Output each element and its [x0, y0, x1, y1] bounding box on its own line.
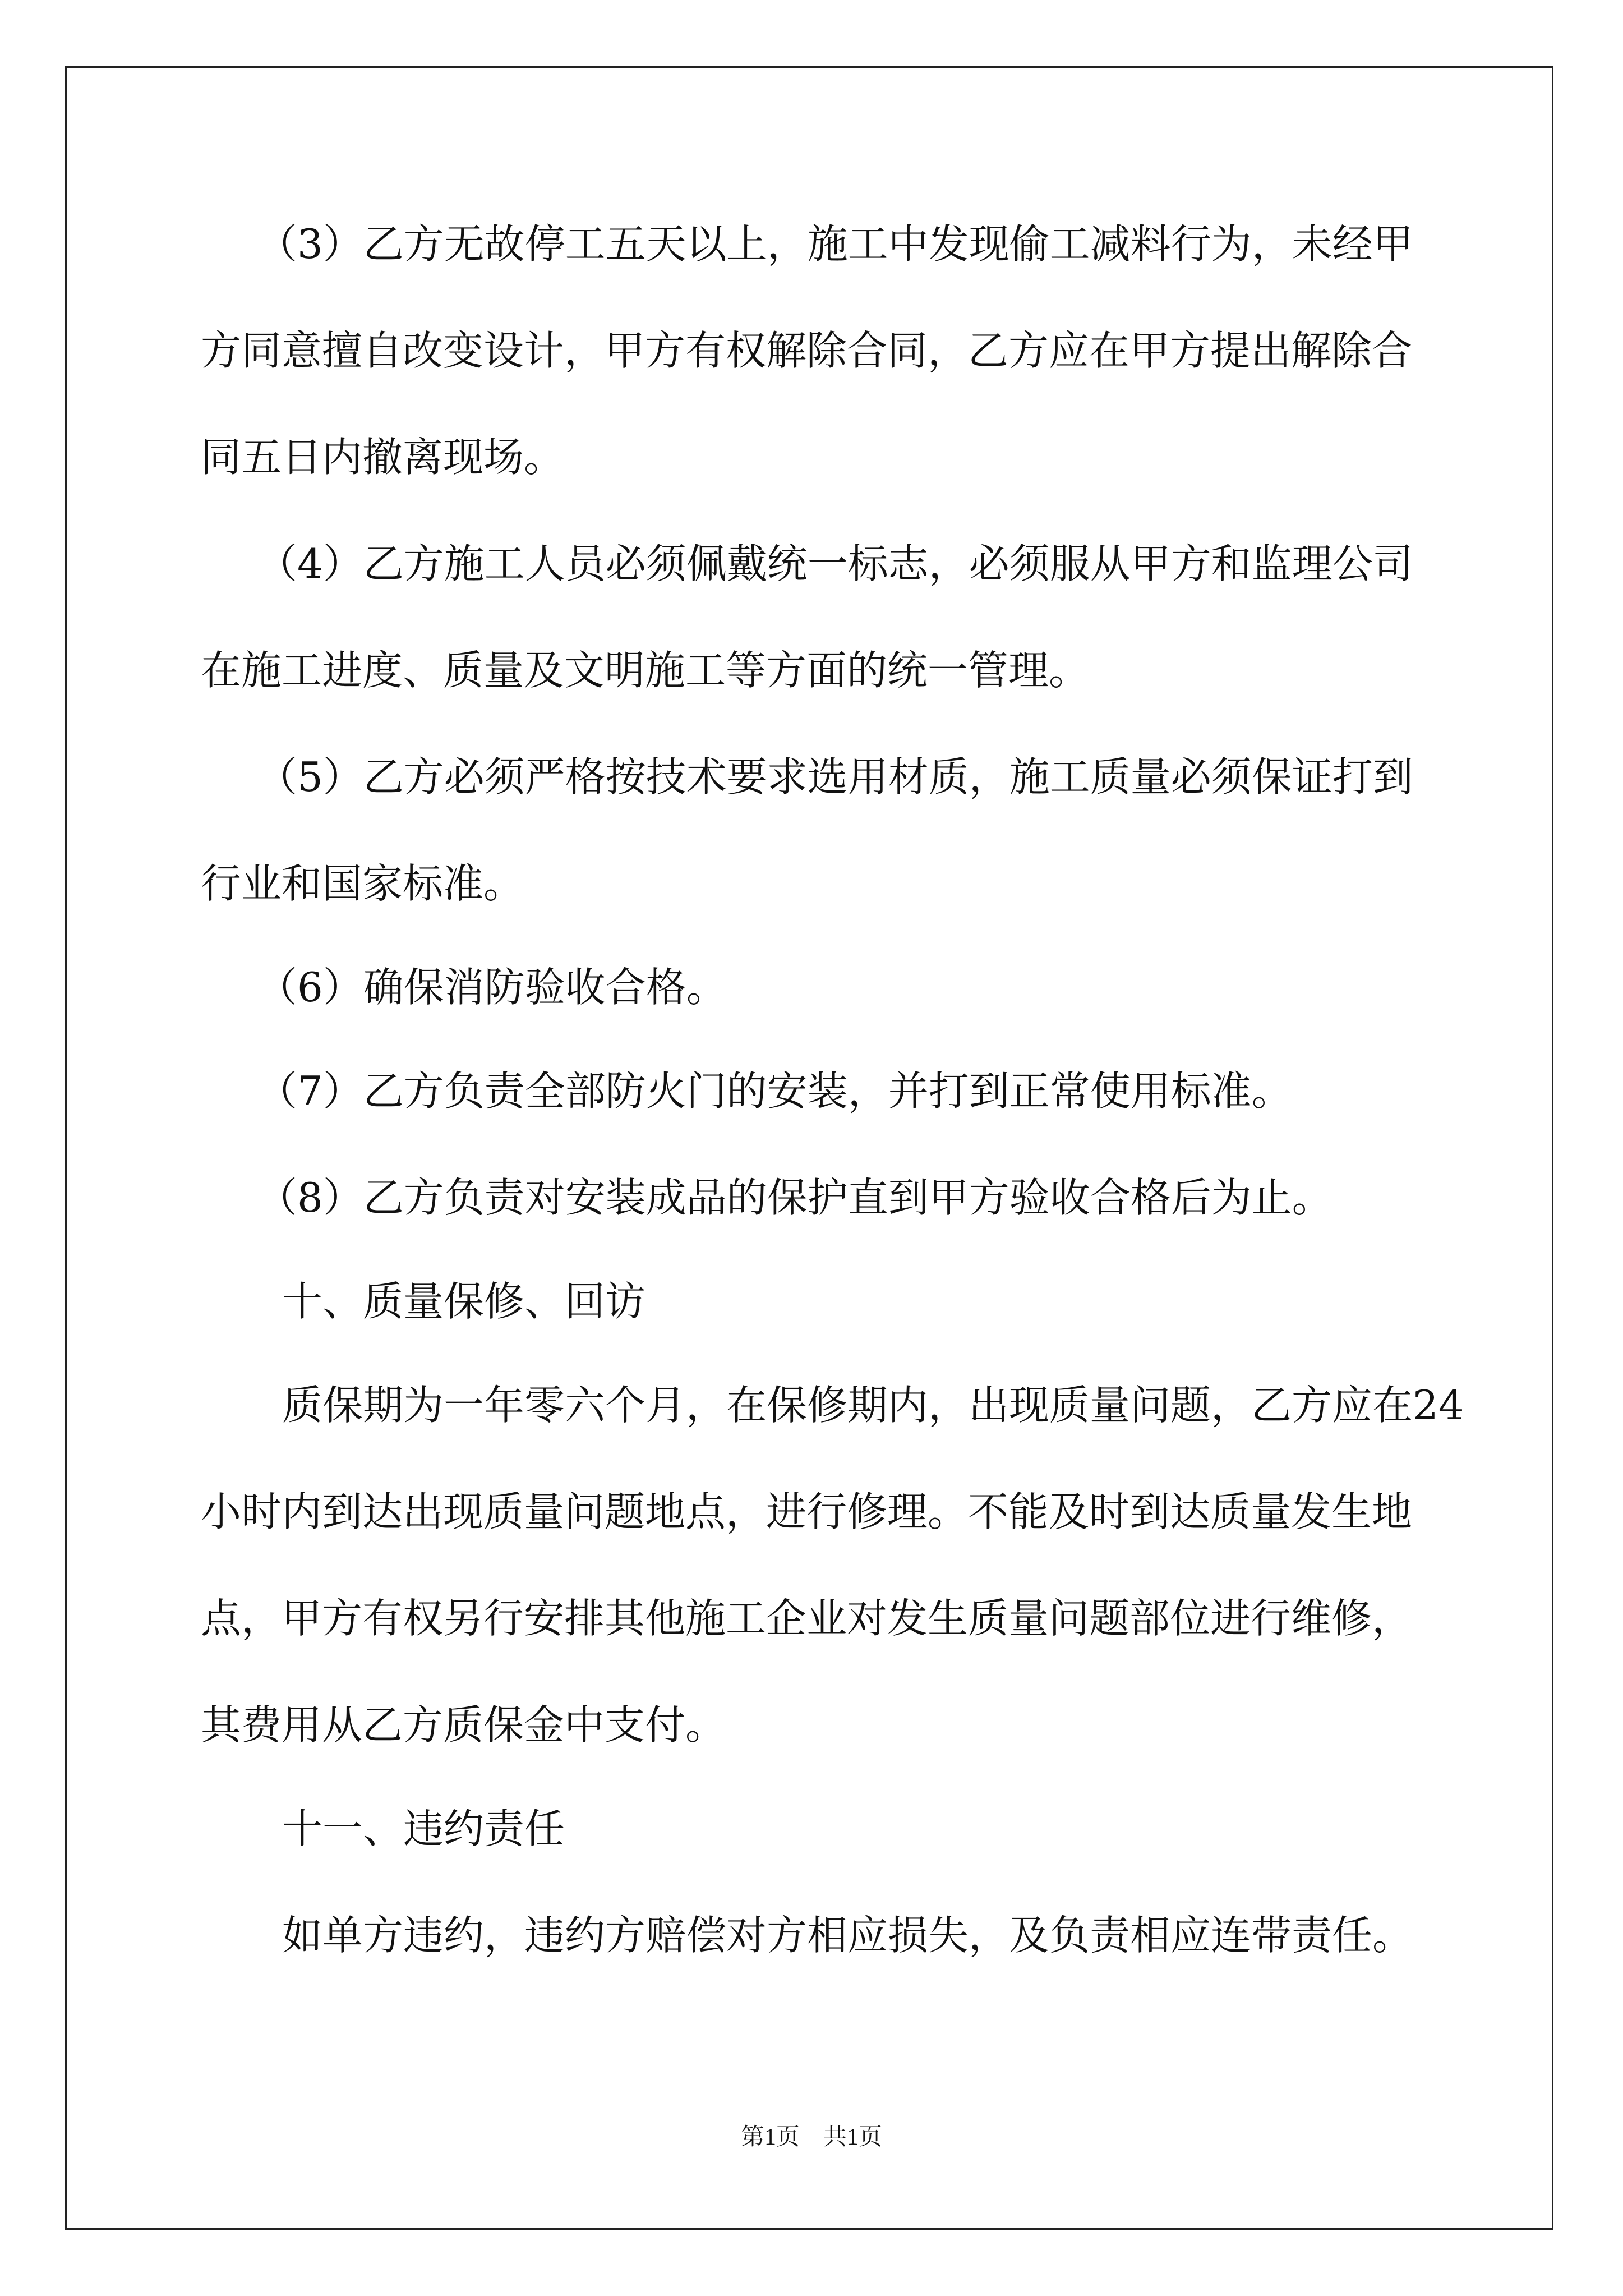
text-line: 如单方违约，违约方赔偿对方相应损失，及负责相应连带责任。: [282, 1912, 1413, 1959]
text-line: 其费用从乙方质保金中支付。: [201, 1701, 726, 1749]
text-line: （7）乙方负责全部防火门的安装，并打到正常使用标准。: [257, 1068, 1292, 1115]
page-number-footer: 第1页 共1页: [740, 2124, 882, 2150]
text-line: （6）确保消防验收合格。: [257, 964, 727, 1011]
text-line: 小时内到达出现质量问题地点，进行修理。不能及时到达质量发生地: [201, 1488, 1413, 1535]
section-heading: 十、质量保修、回访: [282, 1278, 646, 1325]
text-line: 在施工进度、质量及文明施工等方面的统一管理。: [201, 647, 1090, 694]
section-heading: 十一、违约责任: [282, 1805, 565, 1852]
text-line: （3）乙方无故停工五天以上，施工中发现偷工减料行为，未经甲: [257, 220, 1413, 268]
text-line: （4）乙方施工人员必须佩戴统一标志，必须服从甲方和监理公司: [257, 540, 1413, 587]
text-line: 点，甲方有权另行安排其他施工企业对发生质量问题部位进行维修，: [201, 1595, 1413, 1642]
text-line: （8）乙方负责对安装成品的保护直到甲方验收合格后为止。: [257, 1174, 1332, 1221]
page-border: [65, 66, 1553, 2230]
text-line: 行业和国家标准。: [201, 860, 524, 907]
text-line: 方同意擅自改变设计，甲方有权解除合同，乙方应在甲方提出解除合: [201, 327, 1413, 374]
text-line: 质保期为一年零六个月，在保修期内，出现质量问题，乙方应在24: [282, 1382, 1464, 1429]
text-line: 同五日内撤离现场。: [201, 434, 565, 481]
text-line: （5）乙方必须严格按技术要求选用材质，施工质量必须保证打到: [257, 753, 1413, 800]
